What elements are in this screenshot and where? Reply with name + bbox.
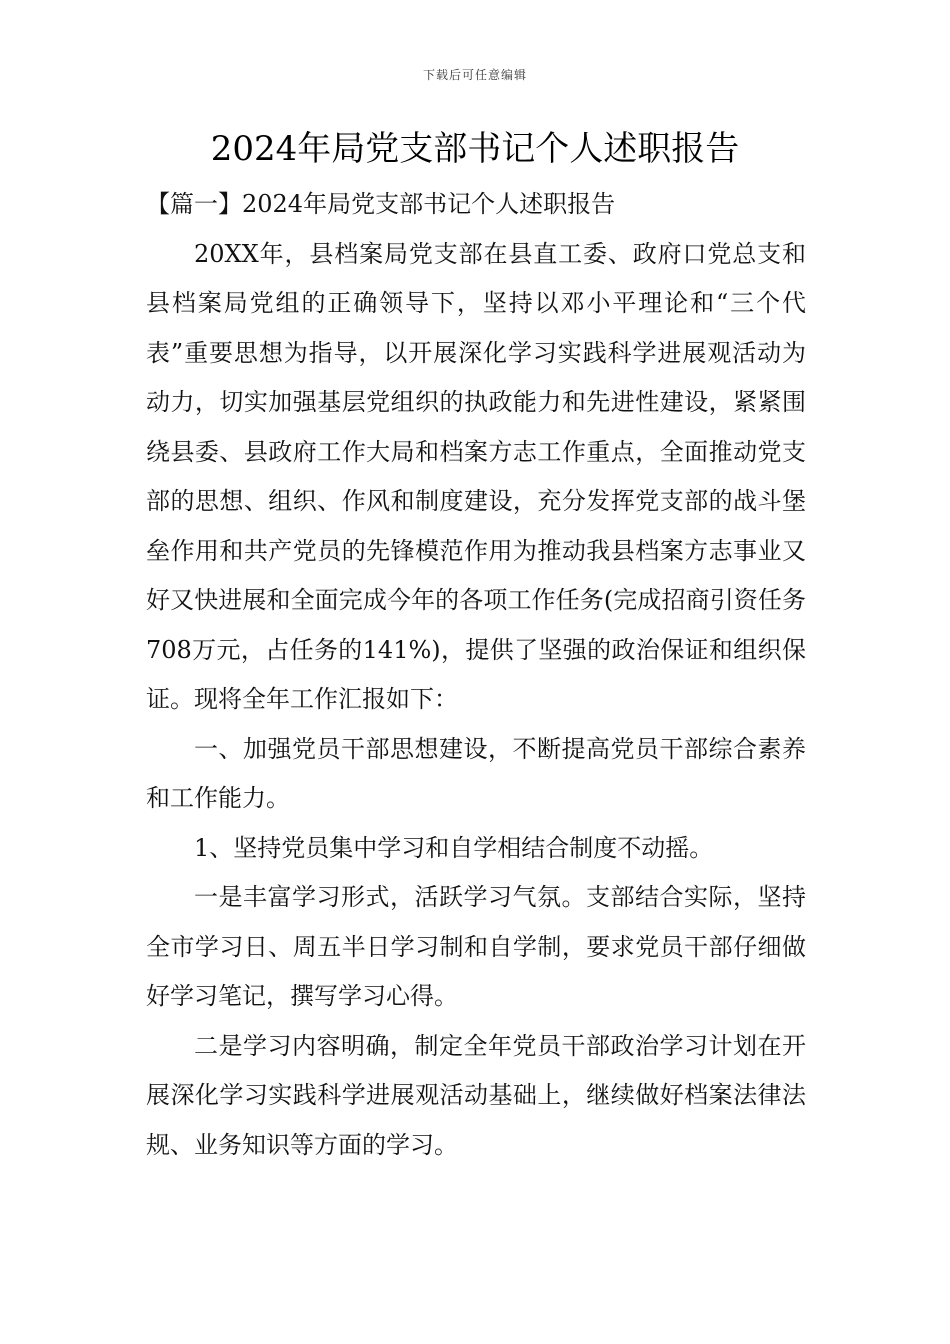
paragraph-point-one: 一是丰富学习形式，活跃学习气氛。支部结合实际，坚持全市学习日、周五半日学习制和自学制，要求党员干部仔细做好学习笔记，撰写学习心得。 (146, 883, 806, 1010)
paragraph-heading-one: 一、加强党员干部思想建设，不断提高党员干部综合素养和工作能力。 (146, 734, 806, 812)
header-note: 下载后可任意编辑 (422, 68, 527, 82)
document-body (146, 180, 806, 1170)
document-title: 2024年局党支部书记个人述职报告 (210, 129, 740, 169)
paragraph-item-one: 1、坚持党员集中学习和自学相结合制度不动摇。 (194, 833, 714, 862)
paragraph-intro: 20XX年，县档案局党支部在县直工委、政府口党总支和县档案局党组的正确领导下，坚持以邓小平理论和“三个代表”重要思想为指导，以开展深化学习实践科学进展观活动为动力，切实加强基层党组织的执政能力和先进性建设，紧紧围绕县委、县政府工作大局和档案方志工作重点，全面推动党支部的思想、组织、作风和制度建设，充分发挥党支部的战斗堡垒作用和共产党员的先锋模范作用为推动我县档案方志事业又好又快进展和全面完成今年的各项工作任务(完成招商引资任务708万元，占任务的141%)，提供了坚强的政治保证和组织保证。现将全年工作汇报如下： (146, 239, 806, 713)
paragraph-point-two: 二是学习内容明确，制定全年党员干部政治学习计划在开展深化学习实践科学进展观活动基础上，继续做好档案法律法规、业务知识等方面的学习。 (146, 1031, 806, 1159)
section-heading: 【篇一】2024年局党支部书记个人述职报告 (146, 190, 616, 218)
